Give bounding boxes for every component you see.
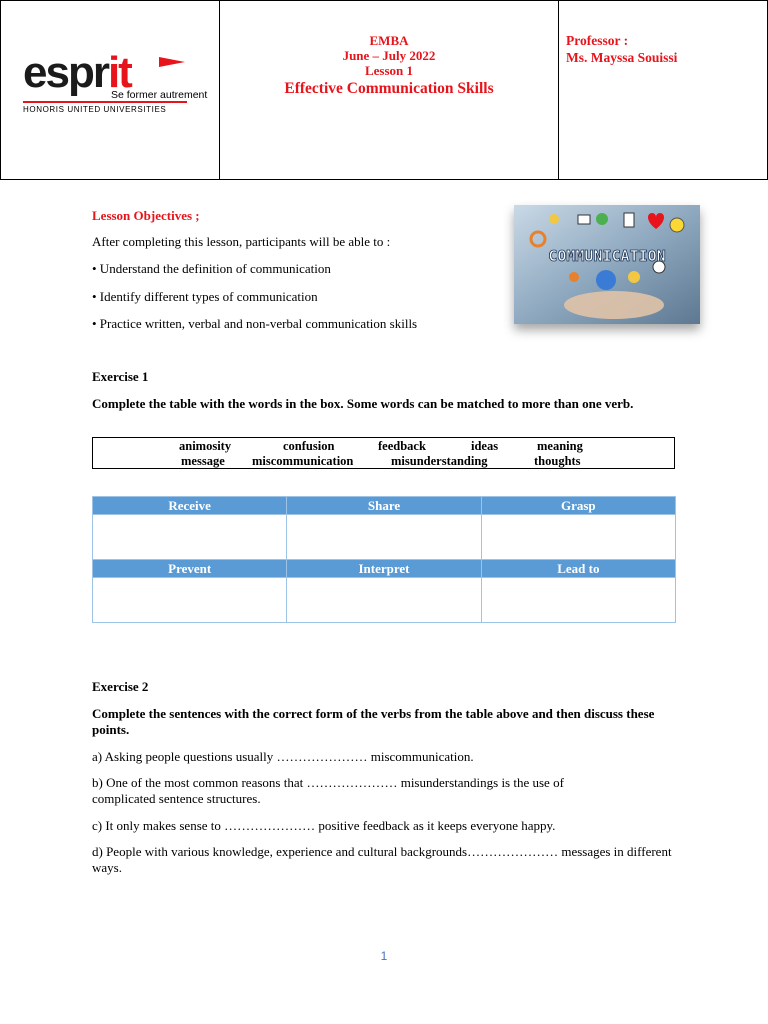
table-row (93, 515, 676, 560)
answer-cell[interactable] (287, 515, 481, 560)
word-chip: feedback (378, 439, 426, 453)
word-chip: ideas (471, 439, 499, 453)
table-row (93, 578, 676, 623)
exercise1-instruction: Complete the table with the words in the box. Some words can be matched to more than one verb. (92, 396, 634, 411)
logo-tagline: Se former autrement (111, 89, 208, 101)
illustration-label: COMMUNICATION (548, 247, 666, 265)
table-header-receive: Receive (93, 497, 287, 515)
word-chip: thoughts (534, 454, 581, 468)
flag-icon (159, 55, 189, 69)
answer-cell[interactable] (287, 578, 481, 623)
word-box (92, 437, 675, 469)
answer-cell[interactable] (93, 515, 287, 560)
communication-illustration (514, 205, 700, 324)
logo-rule (23, 101, 187, 103)
word-chip: animosity (179, 439, 232, 453)
course-dates: June – July 2022 (342, 48, 436, 63)
word-chip: message (181, 454, 225, 468)
table-header-row (93, 560, 676, 578)
page-number: 1 (380, 949, 388, 963)
objectives-heading: Lesson Objectives ; (92, 208, 200, 223)
table-header-prevent: Prevent (93, 560, 287, 578)
course-title: Effective Communication Skills (284, 80, 494, 97)
professor-cell (559, 1, 767, 179)
logo-word-main: espr (23, 48, 108, 97)
logo-cell (1, 1, 220, 179)
answer-cell[interactable] (93, 578, 287, 623)
objective-item: • Understand the definition of communication (92, 261, 331, 276)
objectives-intro: After completing this lesson, participants will be able to : (92, 234, 391, 249)
answer-cell[interactable] (481, 578, 675, 623)
lesson-number: Lesson 1 (364, 63, 414, 78)
objective-item: • Practice written, verbal and non-verbal communication skills (92, 316, 418, 331)
exercise-sentence: d) People with various knowledge, experience and cultural backgrounds………………… messages in different ways. (92, 844, 672, 875)
logo-word-accent: it (107, 48, 131, 97)
exercise1-heading: Exercise 1 (92, 369, 149, 384)
exercise2-heading: Exercise 2 (92, 679, 149, 694)
document-header (0, 0, 768, 180)
professor-label: Professor : (566, 33, 629, 48)
table-header-row (93, 497, 676, 515)
exercise-sentence: b) One of the most common reasons that ………………… misunderstandings is the use of complicated sentence structures. (92, 775, 564, 806)
word-chip: confusion (283, 439, 335, 453)
table-header-lead-to: Lead to (481, 560, 675, 578)
professor-name: Ms. Mayssa Souissi (566, 50, 678, 65)
exercise-sentence: a) Asking people questions usually ………………… miscommunication. (92, 749, 474, 764)
course-info-cell (220, 1, 559, 179)
table-header-interpret: Interpret (287, 560, 481, 578)
word-chip: miscommunication (252, 454, 354, 468)
word-chip: meaning (537, 439, 583, 453)
esprit-logo (23, 48, 208, 114)
table-header-grasp: Grasp (481, 497, 675, 515)
verb-table (92, 496, 676, 623)
communication-illustration-icon (514, 205, 700, 324)
program-name: EMBA (369, 33, 409, 48)
exercise2-instruction: Complete the sentences with the correct form of the verbs from the table above and then discuss these points. (92, 706, 655, 737)
objective-item: • Identify different types of communication (92, 289, 318, 304)
exercise-sentence: c) It only makes sense to ………………… positive feedback as it keeps everyone happy. (92, 818, 556, 833)
answer-cell[interactable] (481, 515, 675, 560)
word-chip: misunderstanding (391, 454, 488, 468)
table-header-share: Share (287, 497, 481, 515)
logo-subline: HONORIS UNITED UNIVERSITIES (23, 105, 167, 114)
